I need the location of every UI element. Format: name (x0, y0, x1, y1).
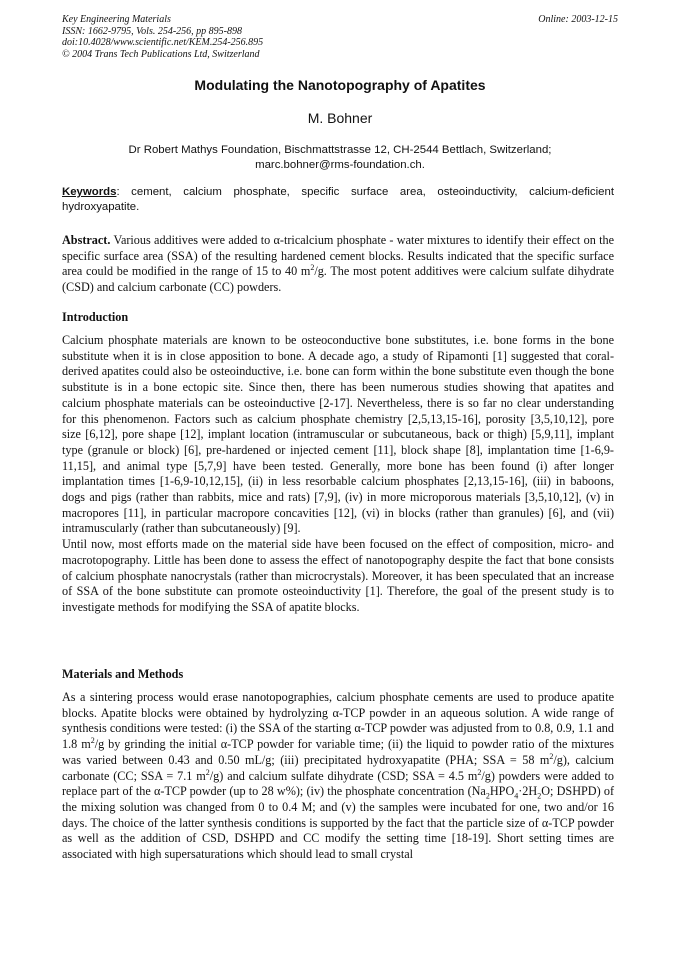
journal-name: Key Engineering Materials (62, 14, 171, 25)
affiliation-address: Dr Robert Mathys Foundation, Bischmattstrasse 12, CH-2544 Bettlach, Switzerland; (128, 144, 552, 156)
methods-text: ·2H (518, 784, 538, 799)
abstract-label: Abstract. (62, 233, 111, 247)
abstract (62, 233, 614, 296)
keywords-text: : cement, calcium phosphate, specific surface area, osteoinductivity, calcium-deficient hydroxyapatite. (62, 186, 614, 213)
online-date: Online: 2003-12-15 (538, 14, 618, 25)
author-email: marc.bohner@rms-foundation.ch. (255, 159, 425, 171)
doi-line: doi:10.4028/www.scientific.net/KEM.254-256.895 (62, 37, 264, 48)
methods-text: HPO (489, 784, 515, 799)
superscript: 2 (477, 767, 482, 777)
superscript: 2 (549, 751, 554, 761)
paragraph: Calcium phosphate materials are known to be osteoconductive bone substitutes, i.e. bone forms in the bone substitute when it is in close apposition to bone. A decade ago, a study of Ripamonti [1] suggested that coral-derived apatites could also be osteoinductive, i.e. bone can form within the bone substitute even though the bone substitute is in a bone ectopic site. Since then, there has been numerous studies showing that apatites and calcium phosphate materials can be osteoinductive [2-17]. Nevertheless, there is so far no clear understanding for this phenomenon. Factors such as calcium phosphate chemistry [2,5,13,15-16], porosity [3,5,10,12], pore size [6,12], pore shape [12], implant location (intramuscular or subcutaneous, back or thigh) [5,9,11], implant type (granule or block) [6], pre-hardened or injected cement [11], block shape [8], implantation time [1-6,9-11,15], and animal type [5,7,9] have been tested. Generally, more bone has been found (i) after longer implantation times [1-6,9-10,12,15], (ii) in less resorbable calcium phosphates [2,13,15-16], (iii) in baboons, dogs and pigs (rather than rabbits, mice and rats) [7,9], (iv) in more microporous materials [3,5,10,12], (v) in macropores [11], in particular macropore concavities [12], (vi) in blocks (rather than granules) [6], and (vii) intramuscularly (rather than subcutaneously) [9]. (62, 333, 614, 536)
superscript: 2 (205, 767, 210, 777)
methods-text: /g) and calcium sulfate dihydrate (CSD; SSA = 4.5 m (209, 768, 478, 783)
section-heading-methods: Materials and Methods (62, 667, 184, 681)
issn-line: ISSN: 1662-9795, Vols. 254-256, pp 895-898 (62, 25, 242, 37)
methods-text: /g) powders were added to replace part of the α-TCP powder (up to 28 w%); (iv) the phosphate concentration (Na (62, 768, 615, 799)
journal-header (62, 14, 618, 60)
abstract-text: Various additives were added to α-tricalcium phosphate - water mixtures to identify their effect on the specific surface area (SSA) of the resulting hardened cement blocks. Results indicated that the specific surface area could be modified in the range of 15 to 40 m (62, 233, 614, 279)
methods-text: O; DSHPD) of the mixing solution was changed from 0 to 0.4 M; and (v) the samples were incubated for one, two and/or 16 days. The choice of the latter synthesis conditions is supported by the fact that the particle size of α-TCP powder as well as the addition of CSD, DSHPD and CC modify the setting time [18-19]. Short setting times are associated with high supersaturations which should lead to small crystal (62, 784, 615, 862)
keywords (62, 185, 614, 215)
subscript: 4 (514, 791, 519, 801)
subscript: 2 (485, 791, 490, 801)
methods-text: As a sintering process would erase nanotopographies, calcium phosphate cements are used to produce apatite blocks. Apatite blocks were obtained by hydrolyzing α-TCP powder in an aqueous solution. A wide range of synthesis conditions were tested: (i) the SSA of the starting α-TCP powder was adjusted from to 0.8, 0.9, 1.1 and 1.8 m (62, 690, 614, 752)
methods-text: /g), calcium carbonate (CC; SSA = 7.1 m (62, 752, 614, 783)
abstract-text: /g. The most potent additives were calcium sulfate dihydrate (CSD) and calcium carbonate (CC) powders. (62, 264, 614, 295)
copyright-line: © 2004 Trans Tech Publications Ltd, Switzerland (62, 48, 260, 60)
paper-title: Modulating the Nanotopography of Apatites (194, 77, 486, 93)
superscript: 2 (310, 263, 315, 273)
author-name: M. Bohner (307, 110, 373, 126)
keywords-label: Keywords (62, 186, 117, 198)
subscript: 2 (537, 791, 542, 801)
methods-body (62, 690, 614, 863)
superscript: 2 (90, 736, 95, 746)
paragraph: Until now, most efforts made on the material side have been focused on the effect of composition, micro- and macrotopography. Little has been done to assess the effect of nanotopography despite the fact that bone consists of calcium phosphate nanocrystals (rather than microcrystals). Moreover, it has been speculated that an increase of SSA of the bone substitute can promote osteoinductivity [1]. Therefore, the goal of the present study is to investigate methods for modifying the SSA of apatite blocks. (62, 537, 614, 614)
introduction-body (62, 333, 614, 616)
affiliation (62, 143, 618, 173)
methods-text: /g by grinding the initial α-TCP powder for variable time; (ii) the liquid to powder ratio of the mixtures was varied between 0.43 and 0.50 mL/g; (iii) precipitated hydroxyapatite (PHA; SSA = 58 m (62, 737, 614, 767)
section-heading-introduction: Introduction (62, 310, 129, 324)
